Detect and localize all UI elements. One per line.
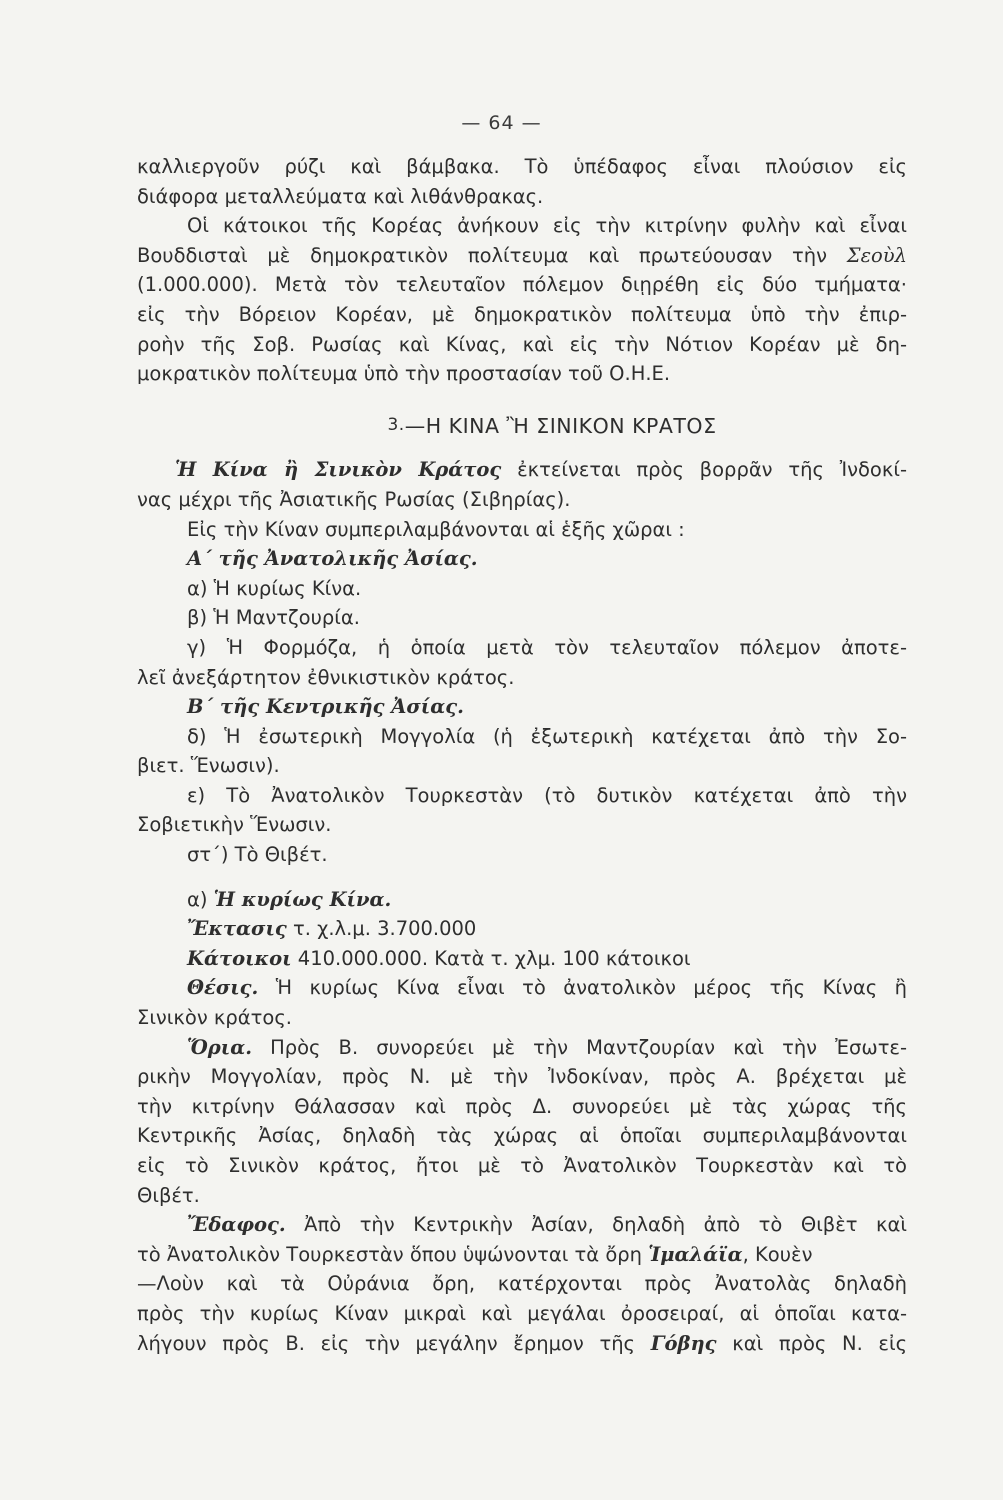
label: Ἔκτασις <box>187 917 287 941</box>
text-line: εἰς τὴν Βόρειον Κορέαν, μὲ δημοκρατικὸν πολίτευμα ὑπὸ τὴν ἐπιρ- <box>137 302 907 326</box>
text-line: τὸ Ἀνατολικὸν Τουρκεστὰν ὅπου ὑψώνονται τὰ ὄρη Ἱμαλάϊα, Κουὲν <box>137 1242 813 1266</box>
label: Ἔδαφος. <box>187 1213 286 1237</box>
text-line: Κάτοικοι 410.000.000. Κατὰ τ. χλμ. 100 κάτοικοι <box>187 946 691 970</box>
text-line: Οἱ κάτοικοι τῆς Κορέας ἀνήκουν εἰς τὴν κιτρίνην φυλὴν καὶ εἶναι <box>187 214 907 238</box>
page-number: — 64 — <box>461 112 542 134</box>
list-item: γ) Ἡ Φορμόζα, ἡ ὁποία μετὰ τὸν τελευταῖον πόλεμον ἀποτε- <box>187 635 907 659</box>
text-line: νας μέχρι τῆς Ἀσιατικῆς Ρωσίας (Σιβηρίας). <box>137 487 571 511</box>
label: Κάτοικοι <box>187 946 292 970</box>
text-line: λήγουν πρὸς Β. εἰς τὴν μεγάλην ἔρημον τῆς Γόβης καὶ πρὸς Ν. εἰς <box>137 1331 908 1355</box>
term: Ἡ Κίνα ἢ Σινικὸν Κράτος <box>175 458 502 482</box>
label: Θέσις. <box>187 976 259 1000</box>
text-line: Σοβιετικὴν Ἕνωσιν. <box>137 813 332 837</box>
body-text <box>137 152 907 1358</box>
text-line: Ἔκτασις τ. χ.λ.μ. 3.700.000 <box>187 917 477 941</box>
list-item: α) Ἡ κυρίως Κίνα. <box>187 576 362 600</box>
subheading: Β΄ τῆς Κεντρικῆς Ἀσίας. <box>187 695 464 719</box>
text-line: Ἔδαφος. Ἀπὸ τὴν Κεντρικὴν Ἀσίαν, δηλαδὴ ἀπὸ τὸ Θιβὲτ καὶ <box>187 1213 907 1237</box>
label: Ὅρια. <box>187 1035 252 1059</box>
subheading: Α΄ τῆς Ἀνατολικῆς Ἀσίας. <box>187 547 478 571</box>
text-line: Κεντρικῆς Ἀσίας, δηλαδὴ τὰς χώρας αἱ ὁποῖαι συμπεριλαμβάνονται <box>137 1124 907 1148</box>
text-line: πρὸς τὴν κυρίως Κίναν μικραὶ καὶ μεγάλαι ὀροσειραί, αἱ ὁποῖαι κατα- <box>137 1301 907 1325</box>
list-item: ε) Τὸ Ἀνατολικὸν Τουρκεστὰν (τὸ δυτικὸν κατέχεται ἀπὸ τὴν <box>187 783 907 807</box>
section-heading: 3.—Η ΚΙΝΑ Ἢ ΣΙΝΙΚΟΝ ΚΡΑΤΟΣ <box>387 413 717 438</box>
text-line: Εἰς τὴν Κίναν συμπεριλαμβάνονται αἱ ἑξῆς χῶραι : <box>187 517 685 541</box>
text-line: ροὴν τῆς Σοβ. Ρωσίας καὶ Κίνας, καὶ εἰς τὴν Νότιον Κορέαν μὲ δη- <box>137 332 907 356</box>
text-line: Θιβέτ. <box>137 1183 200 1207</box>
text-line: τὴν κιτρίνην Θάλασσαν καὶ πρὸς Δ. συνορεύει μὲ τὰς χώρας τῆς <box>137 1094 907 1118</box>
text-line: Ἡ Κίνα ἢ Σινικὸν Κράτος ἐκτείνεται πρὸς βορρᾶν τῆς Ἰνδοκί- <box>175 458 907 482</box>
list-item: β) Ἡ Μαντζουρία. <box>187 606 360 630</box>
text-line: Θέσις. Ἡ κυρίως Κίνα εἶναι τὸ ἀνατολικὸν μέρος τῆς Κίνας ἢ <box>187 976 907 1000</box>
text-line: εἰς τὸ Σινικὸν κράτος, ἤτοι μὲ τὸ Ἀνατολικὸν Τουρκεστὰν καὶ τὸ <box>137 1154 907 1177</box>
text-line: —Λοὺν καὶ τὰ Οὐράνια ὄρη, κατέρχονται πρὸς Ἀνατολὰς δηλαδὴ <box>137 1272 907 1296</box>
text-line: διάφορα μεταλλεύματα καὶ λιθάνθρακας. <box>137 184 544 208</box>
list-item: στ΄) Τὸ Θιβέτ. <box>187 843 328 867</box>
list-item: δ) Ἡ ἐσωτερικὴ Μογγολία (ἡ ἐξωτερικὴ κατέχεται ἀπὸ τὴν Σο- <box>187 724 907 748</box>
place-name: Γόβης <box>650 1331 717 1355</box>
text-line: βιετ. Ἕνωσιν). <box>137 754 280 778</box>
capital-name: Σεοὺλ <box>846 243 907 267</box>
subheading: α) Ἡ κυρίως Κίνα. <box>187 887 392 911</box>
text-line: λεῖ ἀνεξάρτητον ἐθνικιστικὸν κράτος. <box>137 665 515 689</box>
text-line: Ὅρια. Πρὸς Β. συνορεύει μὲ τὴν Μαντζουρίαν καὶ τὴν Ἐσωτε- <box>187 1035 908 1059</box>
text-line: Σινικὸν κράτος. <box>137 1006 292 1030</box>
text-line: (1.000.000). Μετὰ τὸν τελευταῖον πόλεμον διῃρέθη εἰς δύο τμήματα· <box>137 273 907 297</box>
text-line: ρικὴν Μογγολίαν, πρὸς Ν. μὲ τὴν Ἰνδοκίναν, πρὸς Α. βρέχεται μὲ <box>137 1065 907 1089</box>
text-line: καλλιεργοῦν ρύζι καὶ βάμβακα. Τὸ ὑπέδαφος εἶναι πλούσιον εἰς <box>137 155 907 178</box>
place-name: Ἱμαλάϊα <box>648 1242 743 1266</box>
text-line: Βουδδισταὶ μὲ δημοκρατικὸν πολίτευμα καὶ πρωτεύουσαν τὴν Σεοὺλ <box>137 243 907 267</box>
text-line: μοκρατικὸν πολίτευμα ὑπὸ τὴν προστασίαν τοῦ Ο.Η.Ε. <box>137 362 671 386</box>
